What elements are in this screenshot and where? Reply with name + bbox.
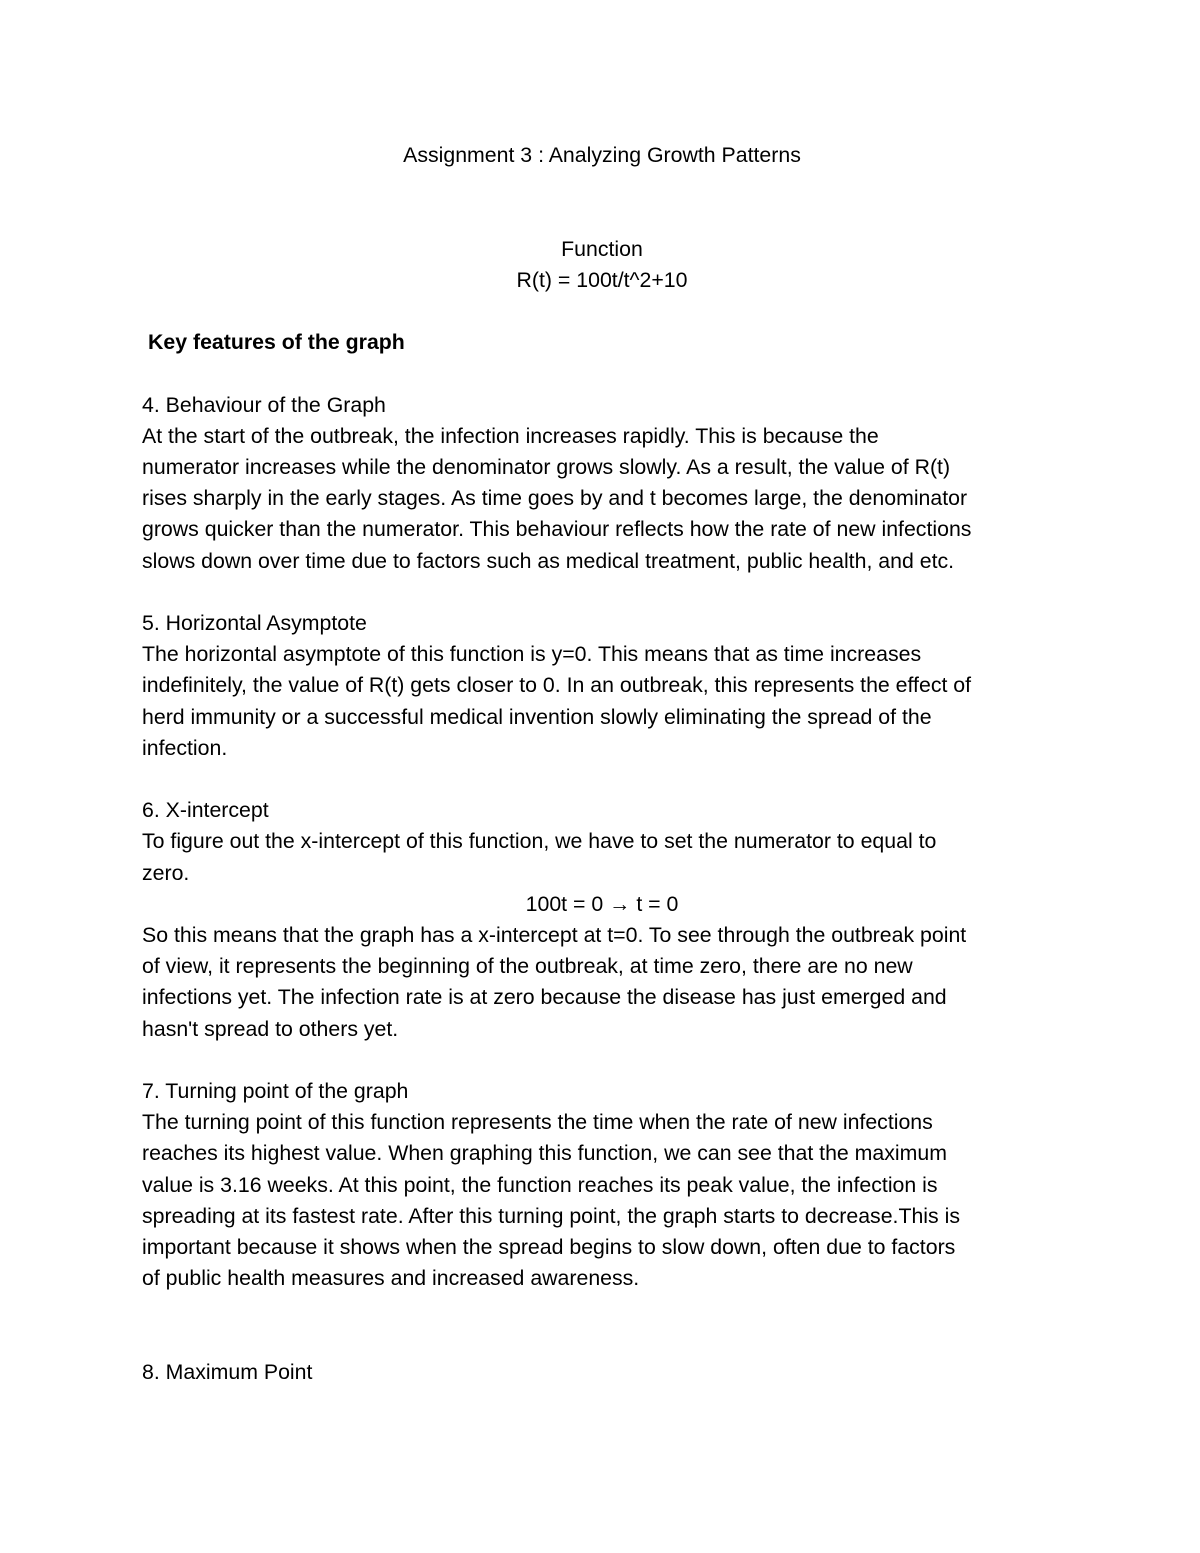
body-line: spreading at its fastest rate. After this turning point, the graph starts to decrease.This is [142, 1203, 960, 1228]
body-line: So this means that the graph has a x-intercept at t=0. To see through the outbreak point [142, 923, 967, 947]
spacer [142, 171, 1062, 233]
body-line: of view, it represents the beginning of the outbreak, at time zero, there are no new [142, 954, 913, 979]
body-line: important because it shows when the spread begins to slow down, often due to factors [142, 1235, 956, 1260]
body-line: The horizontal asymptote of this function is y=0. This means that as time increases [142, 642, 922, 667]
function-formula: R(t) = 100t/t^2+10 [516, 267, 688, 292]
body-line: numerator increases while the denominator grows slowly. As a result, the value of R(t) [142, 454, 951, 479]
body-line: grows quicker than the numerator. This behaviour reflects how the rate of new infections [142, 517, 972, 542]
body-line: reaches its highest value. When graphing this function, we can see that the maximum [142, 1141, 947, 1166]
section-title: 5. Horizontal Asymptote [142, 610, 367, 635]
body-line: indefinitely, the value of R(t) gets closer to 0. In an outbreak, this represents the effect of [142, 673, 972, 698]
body-line: herd immunity or a successful medical invention slowly eliminating the spread of the [142, 704, 932, 729]
spacer [142, 358, 1062, 389]
document-page [142, 140, 1062, 1388]
function-label: Function [561, 236, 643, 261]
body-line: of public health measures and increased awareness. [142, 1266, 640, 1291]
body-line: slows down over time due to factors such as medical treatment, public health, and etc. [142, 548, 955, 573]
section-title: 6. X-intercept [142, 798, 269, 823]
body-line: rises sharply in the early stages. As time goes by and t becomes large, the denominator [142, 486, 968, 511]
spacer [142, 577, 1062, 608]
body-line: infections yet. The infection rate is at zero because the disease has just emerged and [142, 985, 947, 1010]
equation: 100t = 0 → t = 0 [525, 891, 679, 916]
spacer [142, 1294, 1062, 1356]
section-title: 4. Behaviour of the Graph [142, 392, 386, 417]
section-behaviour [142, 390, 1062, 577]
body-line: To figure out the x-intercept of this function, we have to set the numerator to equal to [142, 829, 937, 854]
body-line: The turning point of this function represents the time when the rate of new infections [142, 1110, 933, 1135]
spacer [142, 764, 1062, 795]
section-maximum-point [142, 1357, 1062, 1388]
section-title: 7. Turning point of the graph [142, 1079, 409, 1103]
body-line: zero. [142, 860, 190, 885]
section-horizontal-asymptote [142, 608, 1062, 764]
body-line: infection. [142, 735, 228, 760]
spacer [142, 296, 1062, 327]
section-title: 8. Maximum Point [142, 1359, 313, 1384]
key-features-heading: Key features of the graph [148, 330, 405, 355]
body-line: At the start of the outbreak, the infection increases rapidly. This is because the [142, 423, 879, 448]
body-line: value is 3.16 weeks. At this point, the function reaches its peak value, the infection is [142, 1172, 938, 1197]
body-line: hasn't spread to others yet. [142, 1016, 399, 1041]
document-title: Assignment 3 : Analyzing Growth Patterns [403, 143, 801, 167]
section-turning-point [142, 1076, 1062, 1294]
section-x-intercept [142, 795, 1062, 1045]
spacer [142, 1045, 1062, 1076]
